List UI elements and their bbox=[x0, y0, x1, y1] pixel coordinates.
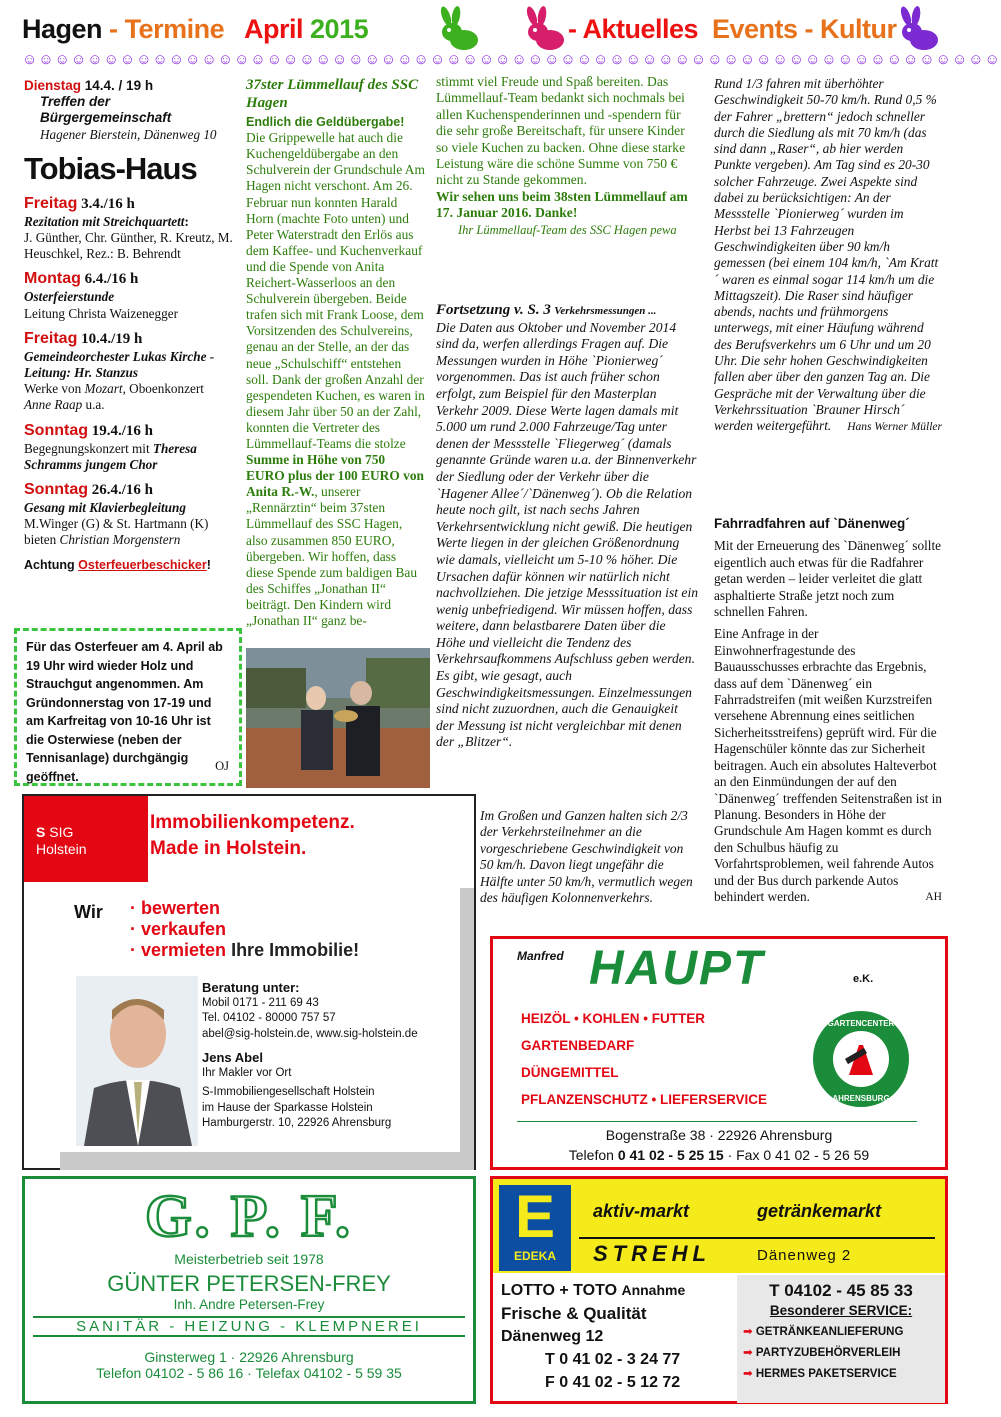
header-dash: - bbox=[109, 14, 118, 44]
events-column bbox=[714, 76, 942, 435]
sig-slogan bbox=[150, 810, 355, 862]
edeka-brand: EDEKA bbox=[513, 1249, 556, 1263]
sig-firm: im Hause der Sparkasse Holstein bbox=[202, 1101, 373, 1114]
event-text: Leitung Christa Waizenegger bbox=[24, 305, 178, 321]
event-place: Hagener Bierstein, Dänenweg 10 bbox=[40, 126, 217, 142]
header-events-kultur: Events - Kultur bbox=[712, 14, 897, 44]
sig-verb-object: Ihre Immobilie! bbox=[231, 940, 360, 960]
edeka-service-label: PARTYZUBEHÖRVERLEIH bbox=[755, 1347, 901, 1359]
event-gemeindeorchester bbox=[24, 329, 236, 414]
sig-immobilien-ad bbox=[22, 794, 476, 1170]
event-day: Sonntag bbox=[24, 421, 88, 439]
haupt-products bbox=[521, 1005, 767, 1113]
sig-brand: SIG bbox=[49, 824, 74, 840]
fahrrad-article bbox=[714, 516, 942, 906]
event-author: Christian Morgenstern bbox=[59, 532, 181, 548]
edeka-service-item bbox=[743, 1322, 945, 1343]
sig-tel: Tel. 04102 - 80000 757 57 bbox=[202, 1012, 336, 1024]
gpf-meister: Meisterbetrieb seit 1978 bbox=[174, 1251, 324, 1267]
gpf-phone: Telefon 04102 - 5 86 16 · Telefax 04102 - 5 59 35 bbox=[96, 1365, 402, 1381]
sig-content bbox=[60, 888, 460, 1152]
sig-mobil: Mobil 0171 - 211 69 43 bbox=[202, 996, 319, 1009]
luemmellauf-article bbox=[246, 76, 426, 629]
event-title: Theresa Schramms jungem Chor bbox=[24, 440, 197, 472]
header-word-termine: Termine bbox=[124, 14, 225, 44]
purple-bunny-icon bbox=[892, 6, 940, 52]
header-word-hagen: Hagen bbox=[22, 14, 103, 44]
event-time: 10.4./19 h bbox=[81, 330, 143, 347]
event-text: Werke von bbox=[24, 381, 82, 397]
fortsetzung-subtitle: Verkehrsmessungen ... bbox=[554, 305, 657, 317]
verkehrsmessungen-article bbox=[436, 302, 698, 751]
edeka-service-title: Besonderer SERVICE: bbox=[769, 1303, 913, 1318]
edeka-e: E bbox=[514, 1183, 556, 1250]
gartencenter-badge-icon bbox=[811, 1009, 911, 1109]
event-gesang bbox=[24, 480, 236, 549]
achtung-highlight: Osterfeuerbeschicker bbox=[78, 557, 207, 572]
termine-column bbox=[24, 78, 236, 573]
sig-role: Ihr Makler vor Ort bbox=[202, 1066, 292, 1079]
edeka-service-item bbox=[743, 1364, 945, 1385]
sig-verb: · verkaufen bbox=[130, 919, 227, 939]
event-text: J. Günther, Chr. Günther, R. Kreutz, M. Heuschkel, Rez.: B. Behrendt bbox=[24, 230, 233, 262]
haupt-product-line: PFLANZENSCHUTZ • LIEFERSERVICE bbox=[521, 1092, 767, 1107]
haupt-product-line: HEIZÖL • KOHLEN • FUTTER bbox=[521, 1011, 705, 1026]
haupt-product-line: GARTENBEDARF bbox=[521, 1038, 635, 1053]
sig-mail: abel@sig-holstein.de, www.sig-holstein.de bbox=[202, 1027, 418, 1040]
badge-top-text: GARTENCENTER bbox=[827, 1019, 895, 1028]
header-aktuelles: - Aktuelles bbox=[568, 14, 699, 44]
sig-verbs bbox=[130, 898, 359, 961]
header-word-year: 2015 bbox=[310, 14, 369, 44]
haupt-phone-label: Telefon bbox=[568, 1147, 614, 1163]
edeka-rule bbox=[579, 1237, 935, 1239]
event-time: 6.4./16 h bbox=[84, 271, 139, 288]
article-body: , unserer „Rennärztin“ beim 37sten Lümmellauf des SSC Hagen, also zusammen 850 EURO, übergeben. Wir hoffen, dass diese Spende zum baldigen Bau des Schiffes „Jonathan II“ beiträgt. Den Kindern wird „Jonathan II“ ganz be- bbox=[246, 484, 418, 629]
event-time: 3.4./16 h bbox=[81, 195, 135, 212]
haupt-fax: · Fax 0 41 02 - 5 26 59 bbox=[727, 1147, 870, 1163]
sig-firm: S-Immobiliengesellschaft Holstein bbox=[202, 1086, 375, 1098]
sparkasse-s-icon: S bbox=[36, 824, 46, 840]
event-title: Rezitation mit Streichquartett bbox=[24, 213, 185, 229]
sig-name: Jens Abel bbox=[202, 1050, 263, 1065]
edeka-service-label: GETRÄNKEANLIEFERUNG bbox=[755, 1326, 904, 1338]
gpf-logo: G. P. F. bbox=[145, 1183, 353, 1249]
edeka-frische: Frische & Qualität bbox=[501, 1304, 647, 1323]
gpf-ad bbox=[22, 1176, 476, 1404]
sig-verb: · bewerten bbox=[130, 898, 221, 918]
event-text: Begegnungskonzert mit bbox=[24, 440, 150, 456]
event-buergergemeinschaft bbox=[24, 78, 236, 143]
edeka-left-info bbox=[501, 1279, 685, 1394]
fahrrad-signature: AH bbox=[925, 891, 942, 904]
notice-signature: OJ bbox=[215, 758, 229, 773]
event-title: Gemeindeorchester Lukas Kirche - Leitung: Hr. Stanzus bbox=[24, 348, 215, 381]
event-time: 19.4./16 h bbox=[91, 422, 154, 439]
fahrrad-title: Fahrradfahren auf `Dänenweg´ bbox=[714, 516, 910, 531]
fahrrad-paragraph: Mit der Erneuerung des `Dänenweg´ sollte eigentlich auch etwas für die Radfahrer getan werden – leider verleitet die glatt asphaltierte Straße jetzt noch zum schnellen Fahren. bbox=[714, 538, 942, 620]
achtung-line bbox=[24, 557, 236, 573]
pink-bunny-icon bbox=[518, 6, 566, 52]
sig-contact bbox=[202, 980, 418, 1132]
tobias-haus-logo: Tobias-Haus bbox=[24, 150, 197, 186]
sig-brand-holstein: Holstein bbox=[36, 841, 87, 857]
edeka-aktiv-markt: aktiv-markt bbox=[593, 1201, 690, 1221]
achtung-label: Achtung bbox=[24, 557, 75, 572]
event-rezitation bbox=[24, 194, 236, 263]
article-highlight: Summe in Höhe von 750 EURO plus der 100 EURO von Anita R.-W. bbox=[246, 452, 424, 500]
haupt-ek: e.K. bbox=[853, 973, 874, 985]
osterfeuer-notice-box bbox=[14, 628, 242, 786]
sig-slogan-line: Made in Holstein. bbox=[150, 838, 307, 859]
edeka-daenenweg-2: Dänenweg 2 bbox=[757, 1247, 852, 1264]
haupt-divider bbox=[517, 1121, 917, 1122]
edeka-address: Dänenweg 12 bbox=[501, 1328, 604, 1345]
event-time: 14.4. / 19 h bbox=[84, 78, 154, 93]
gpf-trade: SANITÄR - HEIZUNG - KLEMPNEREI bbox=[33, 1316, 465, 1337]
haupt-logo: HAUPT bbox=[589, 942, 765, 995]
gpf-address: Ginsterweg 1 · 22926 Ahrensburg bbox=[144, 1349, 354, 1365]
arrow-right-icon: ➡ bbox=[743, 1368, 753, 1380]
fahrrad-paragraph: Eine Anfrage in der Einwohnerfragestunde des Bauausschusses erbrachte das Ergebnis, dass auf dem `Dänenweg´ ein Fahrradstreifen (mit weißen Kurzstreifen versehene Abrennung eines seitlichen Sicherheitsstreifens) geprüft wird. Für die Hagenschüler könnte das zur Sicherheit beitragen. Auch ein absolutes Halteverbot an den Einmündungen der auf den `Dänenweg´ treffenden Seitenstraßen ist in Planung. Besonders in Höhe der Grundschule Am Hagen kommt es durch den Schulbus häufig zu Vorfahrtsproblemen, weil fahrende Autos und der Bus durch parkende Autos behindert werden. bbox=[714, 626, 942, 904]
edeka-getraenkemarkt: getränkemarkt bbox=[757, 1201, 882, 1221]
event-day: Freitag bbox=[24, 194, 78, 212]
haupt-product-line: DÜNGEMITTEL bbox=[521, 1065, 619, 1080]
green-bunny-icon bbox=[432, 6, 480, 52]
edeka-service-label: HERMES PAKETSERVICE bbox=[755, 1368, 897, 1380]
edeka-strehl: STREHL bbox=[593, 1241, 711, 1266]
edeka-service-item bbox=[743, 1343, 945, 1364]
fortsetzung-title: Fortsetzung v. S. 3 bbox=[436, 302, 551, 318]
event-text: , Oboenkonzert bbox=[122, 381, 204, 397]
gpf-name: GÜNTER PETERSEN-FREY bbox=[107, 1271, 391, 1296]
header-word-april: April bbox=[244, 14, 304, 44]
arrow-right-icon: ➡ bbox=[743, 1347, 753, 1359]
event-title: Gesang mit Klavierbegleitung bbox=[24, 500, 186, 516]
haupt-phone bbox=[493, 1147, 945, 1163]
sig-wir: Wir bbox=[74, 902, 103, 922]
jens-abel-portrait bbox=[76, 976, 198, 1146]
event-performer: Anne Raap bbox=[24, 397, 83, 413]
edeka-ad bbox=[490, 1176, 948, 1404]
event-day: Sonntag bbox=[24, 481, 88, 499]
fortsetzung-body: Die Daten aus Oktober und November 2014 sind da, werfen allerdings Fragen auf. Die Messungen wurden in Höhe `Pionierweg´ vorgenommen. Das ist auch früher schon erfolgt, zum Beispiel für den Masterplan Verkehr 2009. Diese Werte lagen damals mit 5.000 um rund 2.000 Fahrzeuge/Tag unter denen der Messstelle `Fliegerweg´ (damals genannte Gründe waren u.a. der Binnenverkehr der Siedlung oder der Verkehr über die `Hagener Allee´/`Dänenweg´). Ob die Relation heute noch gilt, ist nach sechs Jahren Verkehrsentwicklung nicht gewiß. Die heutigen Werte liegen in der gleichen Größenordnung wie damals, vielleicht um 5-10 % höher. Die Ursachen dafür können wir natürlich nicht nachvollziehen. Die jetzige Messsituation ist ein wenig unbefriedigend. Wir müssen hoffen, dass weitere, dann belastbarere Daten über die Höhe und vielleicht die Tendenz des Verkehrsaufkommens Aufschluss geben werden. Es gibt, wie gesagt, auch Geschwindigkeitsmessungen. Einzelmessungen sind nicht zuzuordnen, auch die Genauigkeit der Messung ist nicht vergleichbar mit denen der „Blitzer“. bbox=[436, 319, 699, 750]
smiley-row: ☺☺☺☺☺☺☺☺☺☺☺☺☺☺☺☺☺☺☺☺☺☺☺☺☺☺☺☺☺☺☺☺☺☺☺☺☺☺☺☺☺☺☺☺☺☺☺☺☺☺☺☺☺☺☺☺☺☺☺☺ bbox=[22, 52, 1001, 68]
header-hagen-termine bbox=[22, 14, 242, 56]
events-signature: Hans Werner Müller bbox=[847, 420, 942, 433]
header-april-2015 bbox=[244, 14, 434, 56]
article-title: 37ster Lümmellauf des SSC Hagen bbox=[246, 77, 419, 111]
event-day: Freitag bbox=[24, 329, 78, 347]
badge-bottom-text: AHRENSBURG bbox=[832, 1094, 890, 1103]
event-composer: Mozart bbox=[84, 381, 123, 397]
event-title-colon: : bbox=[184, 213, 189, 229]
haupt-phone-number: 0 41 02 - 5 25 15 bbox=[617, 1147, 724, 1163]
photo-cheque-handover bbox=[246, 648, 430, 788]
article-body: Die Grippewelle hat auch die Kuchengeldübergabe an den Schulverein der Grundschule Am Hagen nicht verschont. Am 26. Februar nun konnten Harald Horn (machte Foto unten) und Peter Waterstradt den Erlös aus dem Kaffee- und Kuchenverkauf und die Spende von Anita Reichert-Wasserloos an den Schulverein übergeben. Beide trafen sich mit Frank Loose, dem Vorsitzenden des Schulvereins, genau an der Stelle, an der das neue „Schulschiff“ entstehen soll. Dank der großen Anzahl der gespendeten Kuchen, es waren in diesem Jahr über 50 an der Zahl, konnten die Vertreter des Lümmellauf-Teams die stolze bbox=[246, 130, 425, 451]
event-text: M.Winger (G) & St. Hartmann (K) bieten bbox=[24, 516, 209, 548]
gpf-owner: Inh. Andre Petersen-Frey bbox=[173, 1297, 325, 1312]
sig-verb: · vermieten bbox=[130, 940, 227, 960]
aktuelles-column bbox=[436, 74, 698, 238]
event-title: Treffen der Bürgergemeinschaft bbox=[40, 94, 172, 126]
edeka-getraenke-phone: T 04102 - 45 85 33 bbox=[769, 1281, 913, 1300]
arrow-right-icon: ➡ bbox=[743, 1326, 753, 1338]
article-signature: Ihr Lümmellauf-Team des SSC Hagen pewa bbox=[458, 222, 677, 237]
edeka-phone: T 0 41 02 - 3 24 77 bbox=[545, 1351, 681, 1368]
event-title: Osterfeierstunde bbox=[24, 289, 115, 305]
haupt-manfred: Manfred bbox=[517, 949, 564, 963]
edeka-logo bbox=[499, 1185, 571, 1271]
event-day: Dienstag bbox=[24, 78, 82, 93]
event-begegnungskonzert bbox=[24, 421, 236, 473]
sig-beratung: Beratung unter: bbox=[202, 980, 300, 995]
edeka-annahme: Annahme bbox=[621, 1282, 686, 1298]
edeka-lotto: LOTTO + TOTO bbox=[501, 1282, 618, 1299]
sig-logo bbox=[24, 796, 148, 882]
sig-firm: Hamburgerstr. 10, 22926 Ahrensburg bbox=[202, 1117, 392, 1129]
edeka-fax: F 0 41 02 - 5 12 72 bbox=[545, 1374, 681, 1391]
event-time: 26.4./16 h bbox=[91, 482, 154, 499]
fortsetzung-body-2: Im Großen und Ganzen halten sich 2/3 der Verkehrsteilnehmer an die vorgeschriebene Geschwindigkeit von 50 km/h. Davon liegt ungefähr die Hälfte unter 50 km/h, vermutlich wegen des häufigen Kolonnenverkehrs. bbox=[480, 808, 693, 906]
events-continuation: Rund 1/3 fahren mit überhöhter Geschwindigkeit 50-70 km/h. Rund 0,5 % der Fahrer „brettern“ jedoch schneller durch die Siedlung als mit 70 km/h (das sind dann „Raser“, ab hier werden Punkte vergeben). Am Tag sind es 20-30 solcher Fahrzeuge. Zwei Aspekte sind dabei zu berücksichtigen: An der Messstelle `Pionierweg´ wurden im Herbst bei 13 Fahrzeugen Geschwindigkeiten über 90 km/h gemessen (bei einem 104 km/h, `Am Kratt´ waren es einmal sogar 114 km/h um die Mittagszeit). Die Raser sind häufiger abends, nachts und frühmorgens unterwegs, mit einer Häufung während des Berufsverkehrs um 6 Uhr und um 20 Uhr. Die sehr hohen Geschwindigkeiten fallen aber über den ganzen Tag an. Die Gespräche mit der Verwaltung über die Verkehrssituation `Brauner Hirsch´ werden weitergeführt. bbox=[714, 76, 939, 434]
achtung-mark: ! bbox=[206, 557, 211, 572]
event-text: u.a. bbox=[85, 397, 105, 413]
sig-slogan-line: Immobilienkompetenz. bbox=[150, 812, 355, 833]
haupt-ad bbox=[490, 936, 948, 1170]
event-osterfeierstunde bbox=[24, 269, 236, 321]
haupt-address: Bogenstraße 38 · 22926 Ahrensburg bbox=[605, 1127, 833, 1143]
osterfeuer-notice-text: Für das Osterfeuer am 4. April ab 19 Uhr wird wieder Holz und Strauchgut angenommen. Am Gründonnerstag von 17-19 und am Karfreitag von 10-16 Uhr ist die Osterwiese (neben der Tennisanlage) durchgängig geöffnet. bbox=[26, 640, 223, 784]
edeka-service-panel bbox=[737, 1275, 945, 1403]
article-subtitle: Endlich die Geldübergabe! bbox=[246, 115, 405, 129]
event-day: Montag bbox=[24, 270, 81, 288]
article-closing-bold: Wir sehen uns beim 38sten Lümmellauf am 17. Januar 2016. Danke! bbox=[436, 188, 688, 221]
article-continuation: stimmt viel Freude und Spaß bereiten. Das Lümmellauf-Team bedankt sich nochmals bei allen Kuchenspenderinnen und -spendern für die sehr große Bereitschaft, für unsere Kinder so viele Kuchen zu backen. Ohne diese starke Leistung wäre die schöne Summe von 750 € nicht zu Stande gekommen. bbox=[436, 74, 686, 188]
